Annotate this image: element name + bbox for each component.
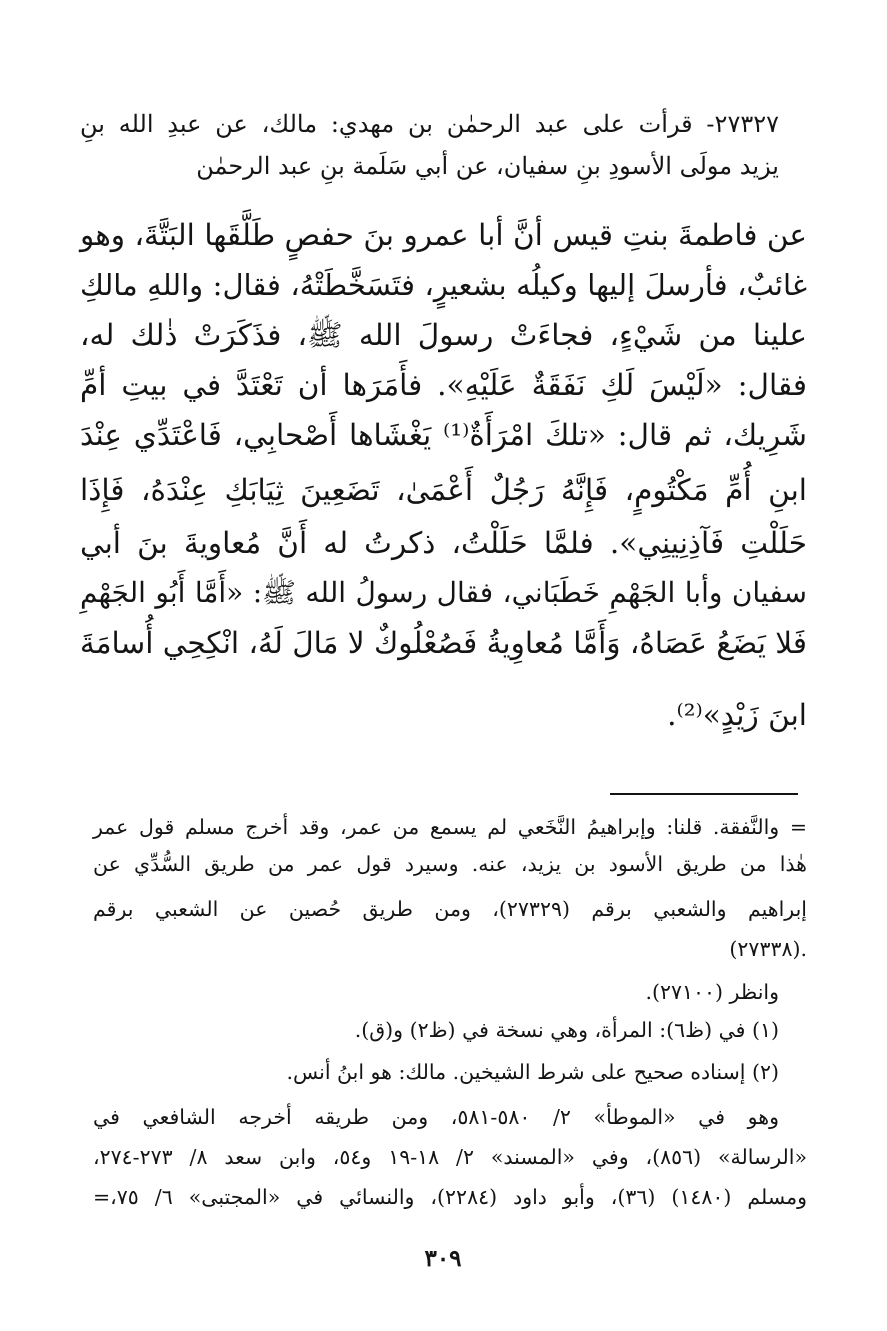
hadith-body-line: فَلا يَضَعُ عَصَاهُ، وَأَمَّا مُعاوِيةُ فَصُعْلُوكٌ لا مَالَ لَهُ، انْكِحِي أُسامَةَ [79,626,807,660]
page-number: ٣٠٩ [424,1245,462,1272]
footnote-2: (٢) إسناده صحيح على شرط الشيخين. مالك: هو ابنُ أنس. [286,1060,779,1084]
hadith-body-line: غائبٌ، فأرسلَ إليها وكيلُه بشعيرٍ، فتَسَخَّطَتْهُ، فقال: واللهِ مالكِ [80,268,807,302]
hadith-body-line: سفيان وأبا الجَهْمِ خَطَبَاني، فقال رسولُ الله ﷺ: «أَمَّا أَبُو الجَهْمِ [80,576,807,609]
footnote-1: (١) في (ظ٦): المرأة، وهي نسخة في (ظ٢) و(ق). [354,1018,779,1042]
hadith-body-line: ابنِ أُمِّ مَكْتُومٍ، فَإِنَّهُ رَجُلٌ أَعْمَىٰ، تَضَعِينَ ثِيَابَكِ عِنْدَهُ، فَإِذَا [80,473,807,507]
footnote-line: «الرسالة» (٨٥٦)، وفي «المسند» ٢/ ١٨-١٩ و٥٤، وابن سعد ٨/ ٢٧٣-٢٧٤، [93,1145,807,1169]
footnote-line: ومسلم (١٤٨٠) (٣٦)، وأبو داود (٢٢٨٤)، والنسائي في «المجتبى» ٦/ ٧٥،= [93,1185,807,1209]
hadith-body-line: فقال: «لَيْسَ لَكِ نَفَقَةٌ عَلَيْهِ». فأَمَرَها أن تَعْتَدَّ في بيتِ أمِّ [80,368,807,402]
hadith-body-line: ابنَ زَيْدٍ»⁽²⁾. [667,698,807,732]
footnote-line: وهو في «الموطأ» ٢/ ٥٨٠-٥٨١، ومن طريقه أخرجه الشافعي في [93,1105,779,1129]
hadith-body-line: علينا من شَيْءٍ، فجاءَتْ رسولَ الله ﷺ، فذَكَرَتْ ذٰلك له، [80,318,807,352]
footnote-line: إبراهيم والشعبي برقم (٢٧٣٢٩)، ومن طريق حُصين عن الشعبي برقم [93,897,807,921]
hadith-header-line: ٢٧٣٢٧- قرأت على عبد الرحمٰن بن مهدي: مالك، عن عبدِ الله بنِ [80,110,779,138]
footnote-see-also: وانظر (٢٧١٠٠). [645,980,779,1004]
hadith-body-line: حَلَلْتِ فَآذِنِينِي». فلمَّا حَلَلْتُ، ذكرتُ له أَنَّ مُعاويةَ بنَ أبي [80,526,807,560]
hadith-body-line: عن فاطمةَ بنتِ قيس أنَّ أبا عمرو بنَ حفصٍ طَلَّقَها البَتَّةَ، وهو [80,218,807,252]
footnote-separator [610,793,798,795]
footnote-line: = والنَّفقة. قلنا: وإبراهيمُ النَّخَعي لم يسمع من عمر، وقد أخرج مسلم قول عمر [93,815,807,839]
footnote-line: هٰذا من طريق الأسود بن يزيد، عنه. وسيرد قول عمر من طريق السُّدِّي عن [93,852,807,876]
hadith-body-line: شَرِيك، ثم قال: «تلكَ امْرَأَةٌ⁽¹⁾ يَغْشَاها أَصْحابِي، فَاعْتَدِّي عِنْدَ [80,418,807,452]
footnote-line: (٢٧٣٣٨). [729,937,807,961]
hadith-header-line: يزيد مولَى الأسودِ بنِ سفيان، عن أبي سَلَمة بنِ عبد الرحمٰن [196,152,779,180]
